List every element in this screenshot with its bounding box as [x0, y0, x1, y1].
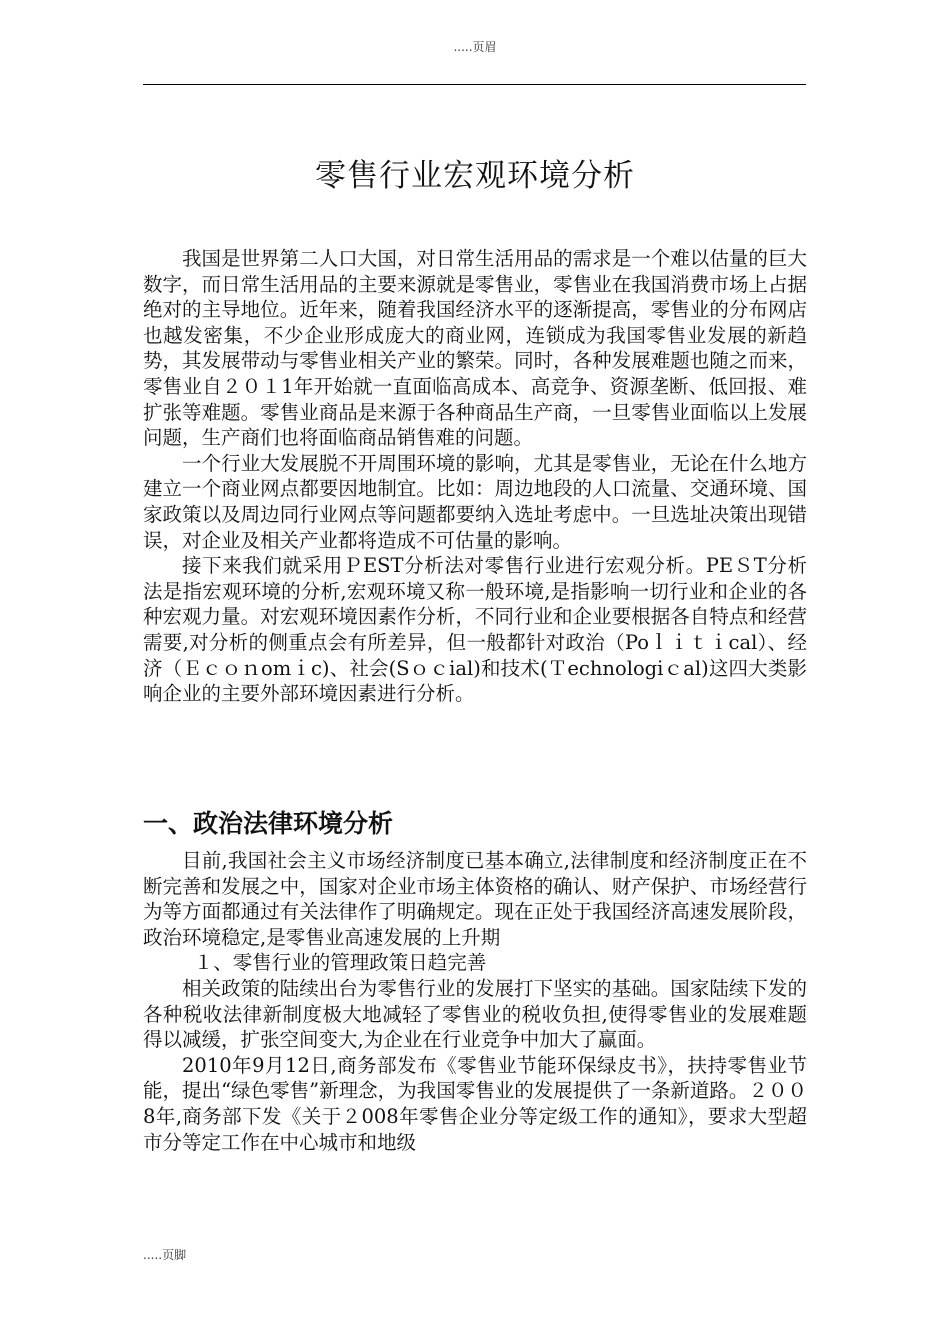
page-header: .....页眉 — [453, 40, 497, 54]
subheading-management-policy: １、零售行业的管理政策日趋完善 — [193, 951, 487, 975]
intro-paragraph-3: 接下来我们就采用ＰEST分析法对零售行业进行宏观分析。PEＳT分析法是指宏观环境的分析,宏观环境又称一般环境,是指影响一切行业和企业的各种宏观力量。对宏观环境因素作分析，不同行业和企业要根据各自特点和经营需要,对分析的侧重点会有所差异，但一般都针对政治（Poｌｉｔｉcal）、经济（Ｅｃｏｎomｉc)、社会(Sｏｃial)和技术(Ｔechnologiｃal)这四大类影响企业的主要外部环境因素进行分析。 — [143, 554, 807, 706]
political-section — [143, 848, 807, 1155]
intro-section — [143, 246, 807, 707]
political-paragraph-3: 2010年9月12日,商务部发布《零售业节能环保绿皮书》，扶持零售业节能，提出“绿色零售”新理念，为我国零售业的发展提供了一条新道路。２００8年,商务部下发《关于２008年零售企业分等定级工作的通知》，要求大型超市分等定工作在中心城市和地级 — [143, 1053, 807, 1154]
political-paragraph-2: 相关政策的陆续出台为零售行业的发展打下坚实的基础。国家陆续下发的各种税收法律新制度极大地减轻了零售业的税收负担,使得零售业的发展难题得以减缓，扩张空间变大,为企业在行业竞争中加大了赢面。 — [143, 976, 807, 1052]
section-heading-political: 一、政治法律环境分析 — [143, 809, 394, 838]
header-divider — [143, 84, 806, 85]
page-footer: .....页脚 — [143, 1248, 187, 1262]
intro-paragraph-1: 我国是世界第二人口大国，对日常生活用品的需求是一个难以估量的巨大数字，而日常生活用品的主要来源就是零售业，零售业在我国消费市场上占据绝对的主导地位。近年来，随着我国经济水平的逐渐提高，零售业的分布网店也越发密集，不少企业形成庞大的商业网，连锁成为我国零售业发展的新趋势，其发展带动与零售业相关产业的繁荣。同时，各种发展难题也随之而来，零售业自２０１1年开始就一直面临高成本、高竞争、资源垄断、低回报、难扩张等难题。零售业商品是来源于各种商品生产商，一旦零售业面临以上发展问题，生产商们也将面临商品销售难的问题。 — [143, 247, 807, 450]
political-paragraph-1: 目前,我国社会主义市场经济制度已基本确立,法律制度和经济制度正在不断完善和发展之中，国家对企业市场主体资格的确认、财产保护、市场经营行为等方面都通过有关法律作了明确规定。现在正处于我国经济高速发展阶段，政治环境稳定,是零售业高速发展的上升期 — [143, 849, 807, 949]
intro-paragraph-2: 一个行业大发展脱不开周围环境的影响，尤其是零售业，无论在什么地方建立一个商业网点都要因地制宜。比如：周边地段的人口流量、交通环境、国家政策以及周边同行业网点等问题都要纳入选址考虑中。一旦选址决策出现错误，对企业及相关产业都将造成不可估量的影响。 — [143, 451, 807, 552]
document-title: 零售行业宏观环境分析 — [315, 158, 635, 194]
